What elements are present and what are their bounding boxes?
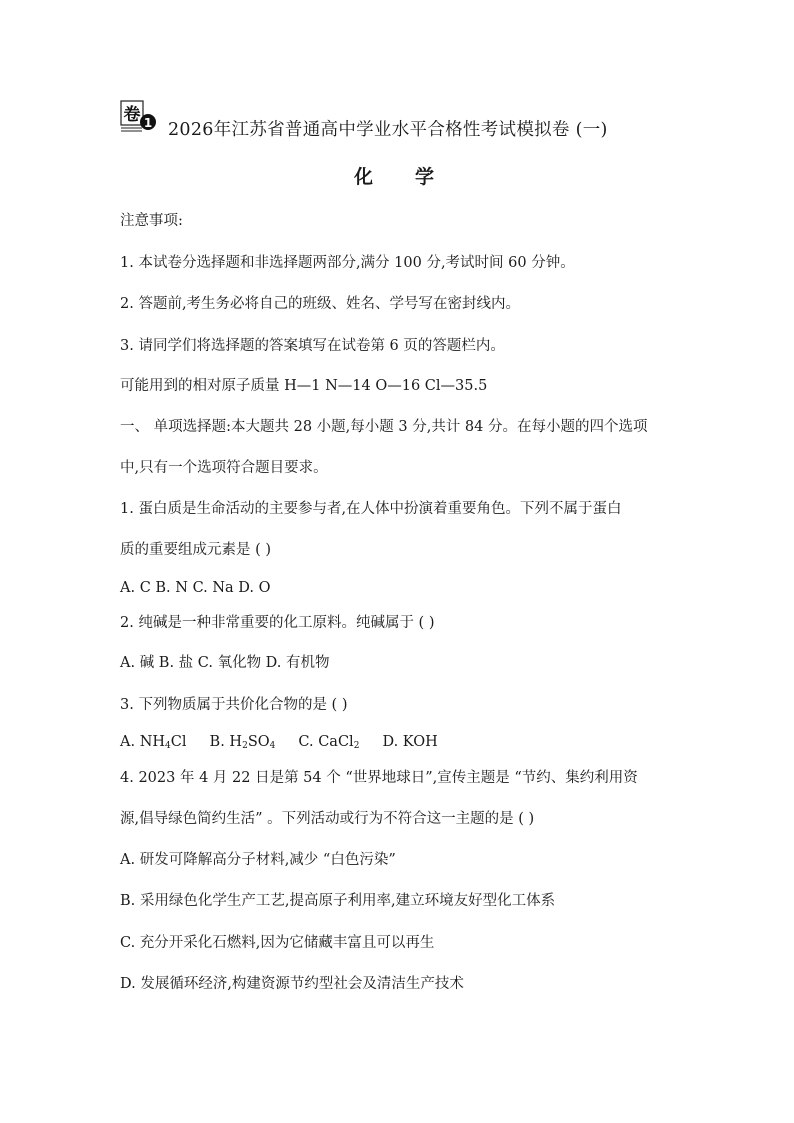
exam-title: 2026年江苏省普通高中学业水平合格性考试模拟卷 (一) — [168, 120, 608, 140]
q3-options — [120, 735, 438, 751]
q4-option-a: A. 研发可降解高分子材料,减少 “白色污染” — [120, 852, 396, 868]
q3-option-a: A. $NH_4Cl$ — [120, 734, 187, 751]
title-row — [120, 100, 720, 140]
notice-item-1: 1. 本试卷分选择题和非选择题两部分,满分 100 分,考试时间 60 分钟。 — [120, 255, 575, 271]
notice-item-3: 3. 请同学们将选择题的答案填写在试卷第 6 页的答题栏内。 — [120, 338, 505, 354]
q4-option-d: D. 发展循环经济,构建资源节约型社会及清洁生产技术 — [120, 976, 464, 992]
logo-number: 1 — [143, 116, 153, 130]
q1-stem-line2: 质的重要组成元素是 ( ) — [120, 542, 272, 558]
q1-options: A. C B. N C. Na D. O — [120, 580, 271, 596]
logo-char: 卷 — [123, 105, 141, 125]
q3-option-b: B. $H_2SO_4$ — [209, 734, 276, 751]
q3-option-d: D. KOH — [382, 734, 438, 750]
q4-option-b: B. 采用绿色化学生产工艺,提高原子利用率,建立环境友好型化工体系 — [120, 893, 556, 909]
notice-heading: 注意事项: — [120, 213, 183, 229]
atomic-masses: 可能用到的相对原子质量 H—1 N—14 O—16 Cl—35.5 — [120, 378, 488, 394]
q4-option-c: C. 充分开采化石燃料,因为它储藏丰富且可以再生 — [120, 935, 435, 951]
q3-option-c: C. CaCl$_2$ — [298, 734, 360, 751]
section-heading-line1: 一、 单项选择题:本大题共 28 小题,每小题 3 分,共计 84 分。在每小题的四个选项 — [120, 419, 648, 435]
section-heading-line2: 中,只有一个选项符合题目要求。 — [120, 460, 328, 476]
q4-stem-line2: 源,倡导绿色简约生活” 。下列活动或行为不符合这一主题的是 ( ) — [120, 811, 535, 827]
q3-stem: 3. 下列物质属于共价化合物的是 ( ) — [120, 697, 348, 713]
q2-stem: 2. 纯碱是一种非常重要的化工原料。纯碱属于 ( ) — [120, 615, 435, 631]
exam-volume-logo — [120, 100, 158, 134]
q2-options: A. 碱 B. 盐 C. 氧化物 D. 有机物 — [120, 655, 330, 671]
notice-item-2: 2. 答题前,考生务必将自己的班级、姓名、学号写在密封线内。 — [120, 296, 521, 312]
q4-stem-line1: 4. 2023 年 4 月 22 日是第 54 个 “世界地球日”,宣传主题是 “节约、集约利用资 — [120, 770, 638, 786]
q1-stem-line1: 1. 蛋白质是生命活动的主要参与者,在人体中扮演着重要角色。下列不属于蛋白 — [120, 501, 622, 517]
subject-title: 化学 — [354, 166, 477, 188]
